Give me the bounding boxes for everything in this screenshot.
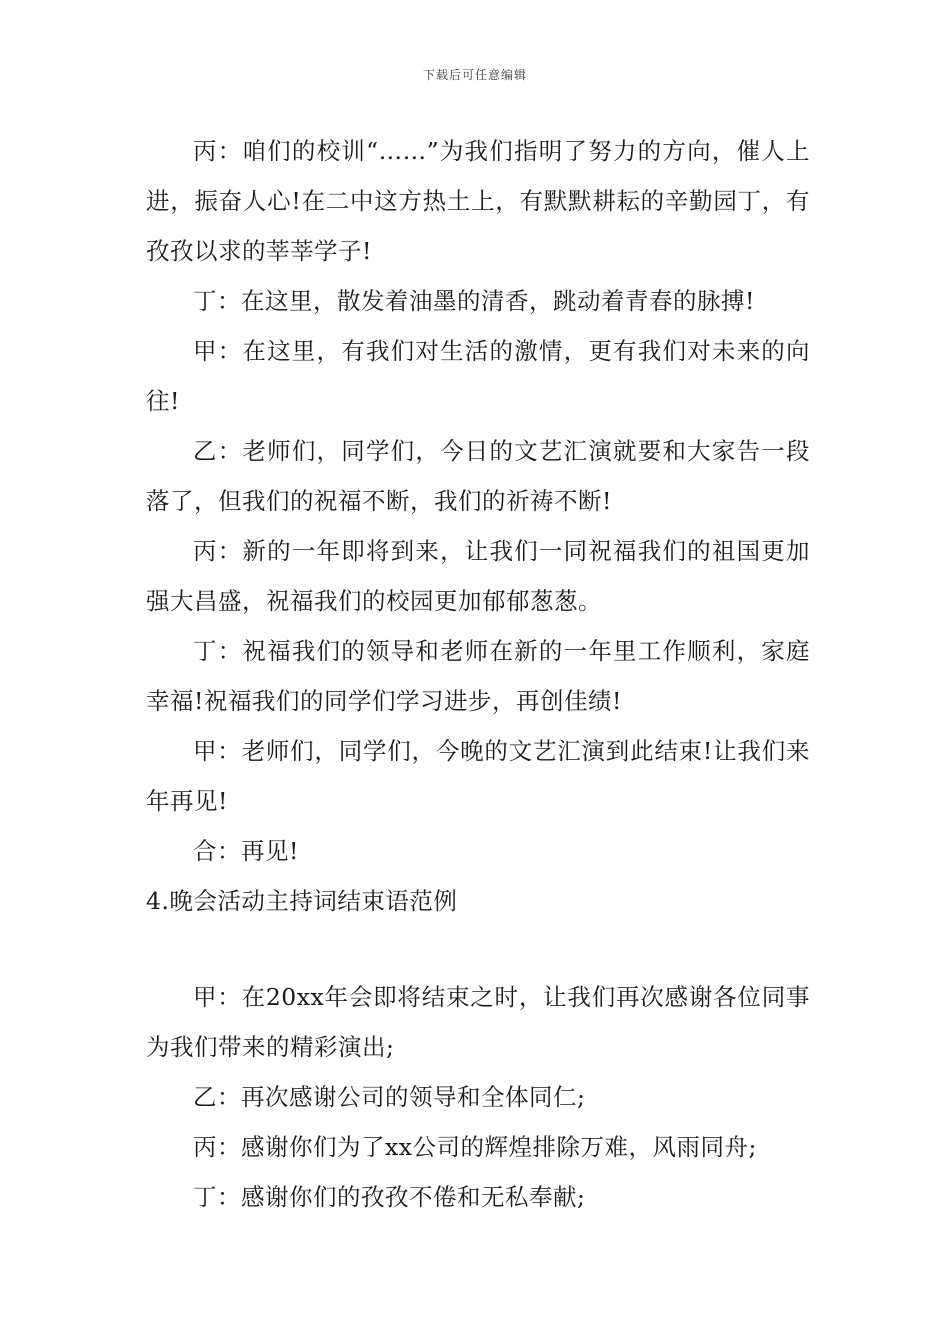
page-header: 下载后可任意编辑 bbox=[422, 68, 527, 82]
paragraph: 丙：咱们的校训“……”为我们指明了努力的方向，催人上进，振奋人心!在二中这方热土上，有默默耕耘的辛勤园丁，有孜孜以求的莘莘学子! bbox=[146, 137, 810, 265]
document-body bbox=[146, 126, 810, 1222]
paragraph: 甲：在这里，有我们对生活的激情，更有我们对未来的向往! bbox=[146, 337, 810, 415]
paragraph: 乙：再次感谢公司的领导和全体同仁; bbox=[193, 1083, 586, 1111]
paragraph: 丁：感谢你们的孜孜不倦和无私奉献; bbox=[193, 1183, 586, 1211]
paragraph: 丁：祝福我们的领导和老师在新的一年里工作顺利，家庭幸福!祝福我们的同学们学习进步，再创佳绩! bbox=[146, 637, 810, 715]
paragraph: 乙：老师们，同学们，今日的文艺汇演就要和大家告一段落了，但我们的祝福不断，我们的祈祷不断! bbox=[146, 437, 810, 515]
paragraph: 甲：老师们，同学们，今晚的文艺汇演到此结束!让我们来年再见! bbox=[146, 737, 810, 815]
paragraph: 丙：新的一年即将到来，让我们一同祝福我们的祖国更加强大昌盛，祝福我们的校园更加郁郁葱葱。 bbox=[146, 537, 810, 615]
paragraph: 合：再见! bbox=[193, 837, 299, 865]
section-gap bbox=[146, 926, 810, 972]
paragraph: 丙：感谢你们为了xx公司的辉煌排除万难，风雨同舟; bbox=[193, 1133, 757, 1161]
paragraph: 甲：在20xx年会即将结束之时，让我们再次感谢各位同事为我们带来的精彩演出; bbox=[146, 983, 810, 1061]
paragraph: 丁：在这里，散发着油墨的清香，跳动着青春的脉搏! bbox=[193, 287, 755, 315]
section-title: 4.晚会活动主持词结束语范例 bbox=[146, 887, 458, 915]
